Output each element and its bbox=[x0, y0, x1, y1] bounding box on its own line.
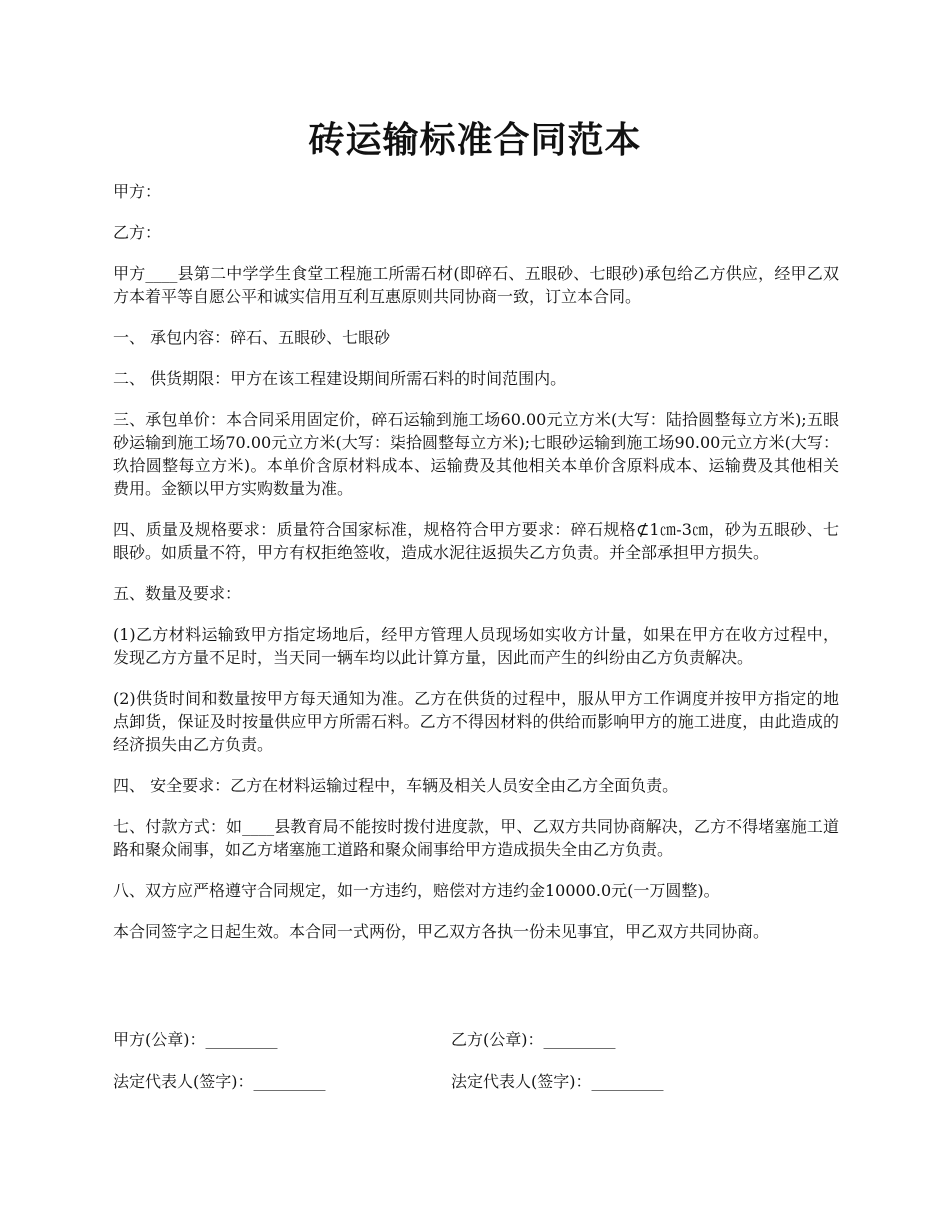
clause-scope: 一、 承包内容：碎石、五眼砂、七眼砂 bbox=[113, 328, 391, 347]
party-b-seal-field: 乙方(公章)：_________ bbox=[451, 1030, 616, 1049]
clause-quantity-2: (2)供货时间和数量按甲方每天通知为准。乙方在供货的过程中，服从甲方工作调度并按甲方指定的地点卸货，保证及时按量供应甲方所需石料。乙方不得因材料的供给而影响甲方的施工进度，由此造成的经济损失由乙方负责。 bbox=[113, 689, 839, 754]
party-a-seal-field: 甲方(公章)：_________ bbox=[113, 1030, 278, 1049]
party-b-line: 乙方： bbox=[113, 223, 162, 242]
party-a-line: 甲方： bbox=[113, 182, 162, 201]
preamble-paragraph: 甲方____县第二中学学生食堂工程施工所需石材(即碎石、五眼砂、七眼砂)承包给乙方供应，经甲乙双方本着平等自愿公平和诚实信用互利互惠原则共同协商一致，订立本合同。 bbox=[113, 264, 839, 306]
document-title: 砖运输标准合同范本 bbox=[308, 120, 642, 161]
clause-quality: 四、质量及规格要求：质量符合国家标准，规格符合甲方要求：碎石规格⊄1㎝-3㎝，砂为五眼砂、七眼砂。如质量不符，甲方有权拒绝签收，造成水泥往返损失乙方负责。并全部承担甲方损失。 bbox=[113, 520, 839, 562]
clause-effective: 本合同签字之日起生效。本合同一式两份，甲乙双方各执一份未见事宜，甲乙双方共同协商。 bbox=[113, 922, 770, 941]
clause-quantity: 五、数量及要求： bbox=[113, 584, 242, 603]
clause-quantity-1: (1)乙方材料运输致甲方指定场地后，经甲方管理人员现场如实收方计量，如果在甲方在收方过程中，发现乙方方量不足时，当天同一辆车均以此计算方量，因此而产生的纠纷由乙方负责解决。 bbox=[113, 625, 839, 667]
party-b-rep-field: 法定代表人(签字)：_________ bbox=[451, 1072, 664, 1091]
clause-price: 三、承包单价：本合同采用固定价，碎石运输到施工场60.00元立方米(大写：陆拾圆整每立方米);五眼砂运输到施工场70.00元立方米(大写：柒拾圆整每立方米);七眼砂运输到施工场90.00元立方米(大写：玖拾圆整每立方米)。本单价含原材料成本、运输费及其他相关本单价含原料成本、运输费及其他相关费用。金额以甲方实购数量为准。 bbox=[113, 410, 839, 498]
clause-breach: 八、双方应严格遵守合同规定，如一方违约，赔偿对方违约金10000.0元(一万圆整)。 bbox=[113, 881, 720, 900]
party-a-rep-field: 法定代表人(签字)：_________ bbox=[113, 1072, 326, 1091]
document-body bbox=[113, 180, 839, 961]
clause-safety: 四、 安全要求：乙方在材料运输过程中，车辆及相关人员安全由乙方全面负责。 bbox=[113, 776, 679, 795]
clause-period: 二、 供货期限：甲方在该工程建设期间所需石料的时间范围内。 bbox=[113, 369, 567, 388]
clause-payment: 七、付款方式：如____县教育局不能按时拨付进度款，甲、乙双方共同协商解决，乙方不得堵塞施工道路和聚众闹事，如乙方堵塞施工道路和聚众闹事给甲方造成损失全由乙方负责。 bbox=[113, 817, 839, 859]
